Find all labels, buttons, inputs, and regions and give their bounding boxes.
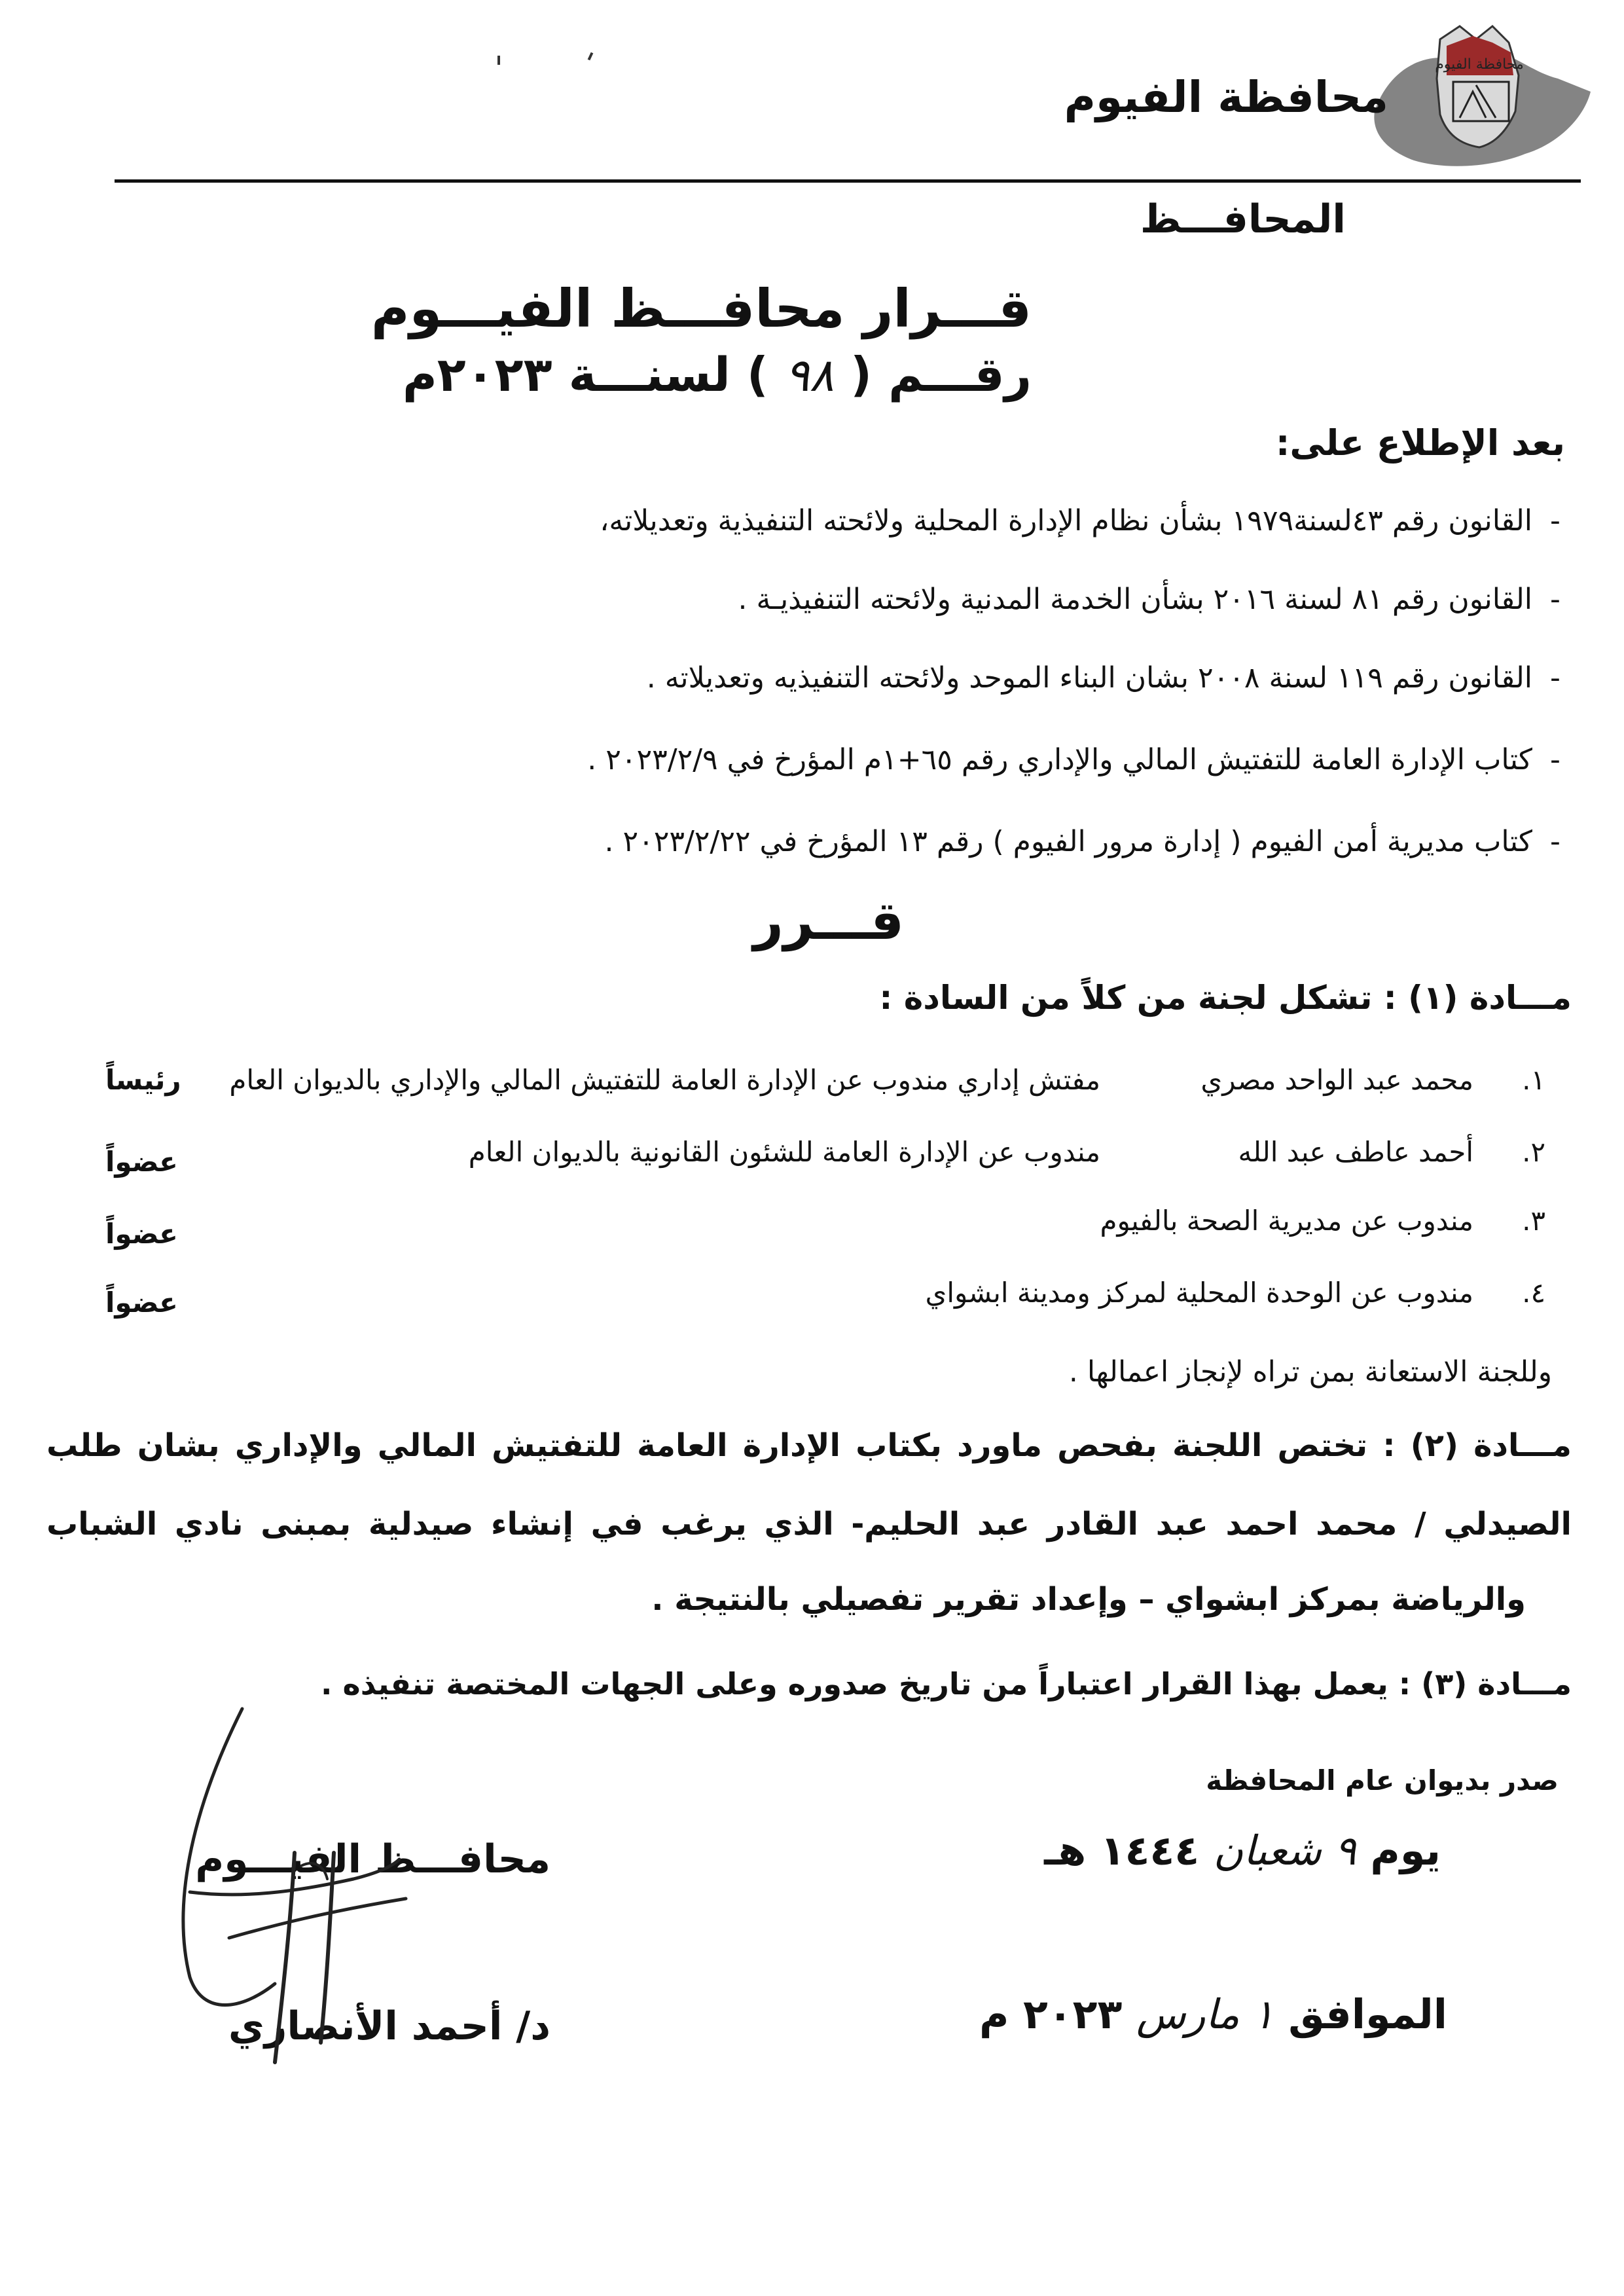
member-index: ٢. <box>1522 1136 1545 1168</box>
logo-text: محافظة الفيوم <box>1435 56 1524 73</box>
scan-speck <box>497 56 500 65</box>
preamble-item-text: القانون رقم ٨١ لسنة ٢٠١٦ بشأن الخدمة المدنية ولائحته التنفيذيـة . <box>738 583 1532 616</box>
governorate-header: محافظة الفيوم <box>1064 72 1388 122</box>
scan-speck <box>588 52 594 61</box>
handwritten-signature <box>144 1702 484 2069</box>
decision-number-prefix: رقـــم ( <box>850 347 1032 402</box>
greg-handwritten: ١ مارس <box>1136 1990 1274 2038</box>
hijri-prefix: يوم <box>1370 1827 1441 1874</box>
greg-suffix: ٢٠٢٣ م <box>979 1990 1123 2038</box>
header-divider <box>115 179 1581 183</box>
preamble-item: -القانون رقم ٨١ لسنة ٢٠١٦ بشأن الخدمة المدنية ولائحته التنفيذيـة . <box>738 583 1561 616</box>
decision-number-line <box>403 347 1032 402</box>
article-2-line-2: الصيدلي / محمد احمد عبد القادر عبد الحليم- الذي يرغب في إنشاء صيدلية بمبنى نادي الشباب <box>46 1506 1572 1542</box>
hijri-suffix: ١٤٤٤ هـ <box>1044 1827 1200 1874</box>
preamble-item: -كتاب الإدارة العامة للتفتيش المالي والإداري رقم ٦٥+١م المؤرخ في ٢٠٢٣/٢/٩ . <box>587 743 1561 776</box>
hijri-handwritten: ٩ شعبان <box>1213 1827 1356 1874</box>
article-2-line-1: مـــادة (٢) : تختص اللجنة بفحص ماورد بكتاب الإدارة العامة للتفتيش المالي والإداري بشان طلب <box>46 1427 1572 1464</box>
member-name: أحمد عاطف عبد الله <box>1238 1136 1473 1168</box>
governor-name: د/ أحمد الأنصاري <box>228 2003 550 2049</box>
member-role: رئيساً <box>105 1064 181 1096</box>
article-2-line-3: والرياضة بمركز ابشواي – وإعداد تقرير تفصيلي بالنتيجة . <box>651 1581 1526 1618</box>
member-name: مندوب عن الوحدة المحلية لمركز ومدينة ابشواي <box>925 1277 1473 1309</box>
member-index: ١. <box>1522 1064 1545 1096</box>
preamble-item: -كتاب مديرية أمن الفيوم ( إدارة مرور الفيوم ) رقم ١٣ المؤرخ في ٢٠٢٣/٢/٢٢ . <box>604 825 1561 858</box>
member-name: محمد عبد الواحد مصري <box>1200 1064 1473 1096</box>
member-description: مفتش إداري مندوب عن الإدارة العامة للتفتيش المالي والإداري بالديوان العام <box>229 1064 1100 1096</box>
signature-title: محافـــظ الفيـــوم <box>195 1836 550 1882</box>
preamble-item-text: كتاب مديرية أمن الفيوم ( إدارة مرور الفيوم ) رقم ١٣ المؤرخ في ٢٠٢٣/٢/٢٢ . <box>604 825 1532 858</box>
member-description: مندوب عن الإدارة العامة للشئون القانونية بالديوان العام <box>468 1136 1100 1168</box>
decision-number-suffix: ) لسنـــة ٢٠٢٣م <box>402 347 768 402</box>
article-3: مـــادة (٣) : يعمل بهذا القرار اعتباراً من تاريخ صدوره وعلى الجهات المختصة تنفيذه . <box>321 1666 1572 1702</box>
member-index: ٤. <box>1522 1277 1545 1309</box>
committee-member-row <box>79 1136 1545 1178</box>
issued-at: صدر بديوان عام المحافظة <box>1206 1764 1559 1796</box>
preamble-item-text: القانون رقم ٤٣لسنة١٩٧٩ بشأن نظام الإدارة المحلية ولائحته التنفيذية وتعديلاته، <box>600 504 1532 538</box>
committee-member-row <box>79 1205 1545 1250</box>
greg-prefix: الموافق <box>1288 1990 1447 2038</box>
preamble-item: -القانون رقم ٤٣لسنة١٩٧٩ بشأن نظام الإدارة المحلية ولائحته التنفيذية وتعديلاته، <box>600 504 1561 538</box>
article-1-heading: مـــادة (١) : تشكل لجنة من كلاً من السادة : <box>879 979 1572 1017</box>
preamble-item-text: القانون رقم ١١٩ لسنة ٢٠٠٨ بشان البناء الموحد ولائحته التنفيذيه وتعديلاته . <box>646 661 1532 695</box>
assist-note: وللجنة الاستعانة بمن تراه لإنجاز اعمالها . <box>1068 1355 1552 1389</box>
preamble-item: -القانون رقم ١١٩ لسنة ٢٠٠٨ بشان البناء الموحد ولائحته التنفيذيه وتعديلاته . <box>646 661 1561 695</box>
hijri-date <box>1044 1827 1441 1874</box>
member-index: ٣. <box>1522 1205 1545 1237</box>
preamble-heading: بعد الإطلاع على: <box>1275 422 1565 464</box>
governorate-logo <box>1362 13 1597 183</box>
decision-title: قـــرار محافـــظ الفيـــوم <box>370 278 1032 339</box>
decision-number: ٩٨ <box>784 348 835 402</box>
gregorian-date <box>979 1990 1447 2038</box>
committee-member-row <box>79 1277 1545 1319</box>
member-role: عضواً <box>105 1146 178 1178</box>
member-name: مندوب عن مديرية الصحة بالفيوم <box>1100 1205 1473 1237</box>
committee-member-row <box>79 1064 1545 1103</box>
member-role: عضواً <box>105 1286 178 1319</box>
preamble-item-text: كتاب الإدارة العامة للتفتيش المالي والإداري رقم ٦٥+١م المؤرخ في ٢٠٢٣/٢/٩ . <box>587 743 1532 776</box>
office-title: المحافـــظ <box>1140 196 1346 242</box>
decides-heading: قـــرر <box>753 890 904 951</box>
member-role: عضواً <box>105 1218 178 1250</box>
